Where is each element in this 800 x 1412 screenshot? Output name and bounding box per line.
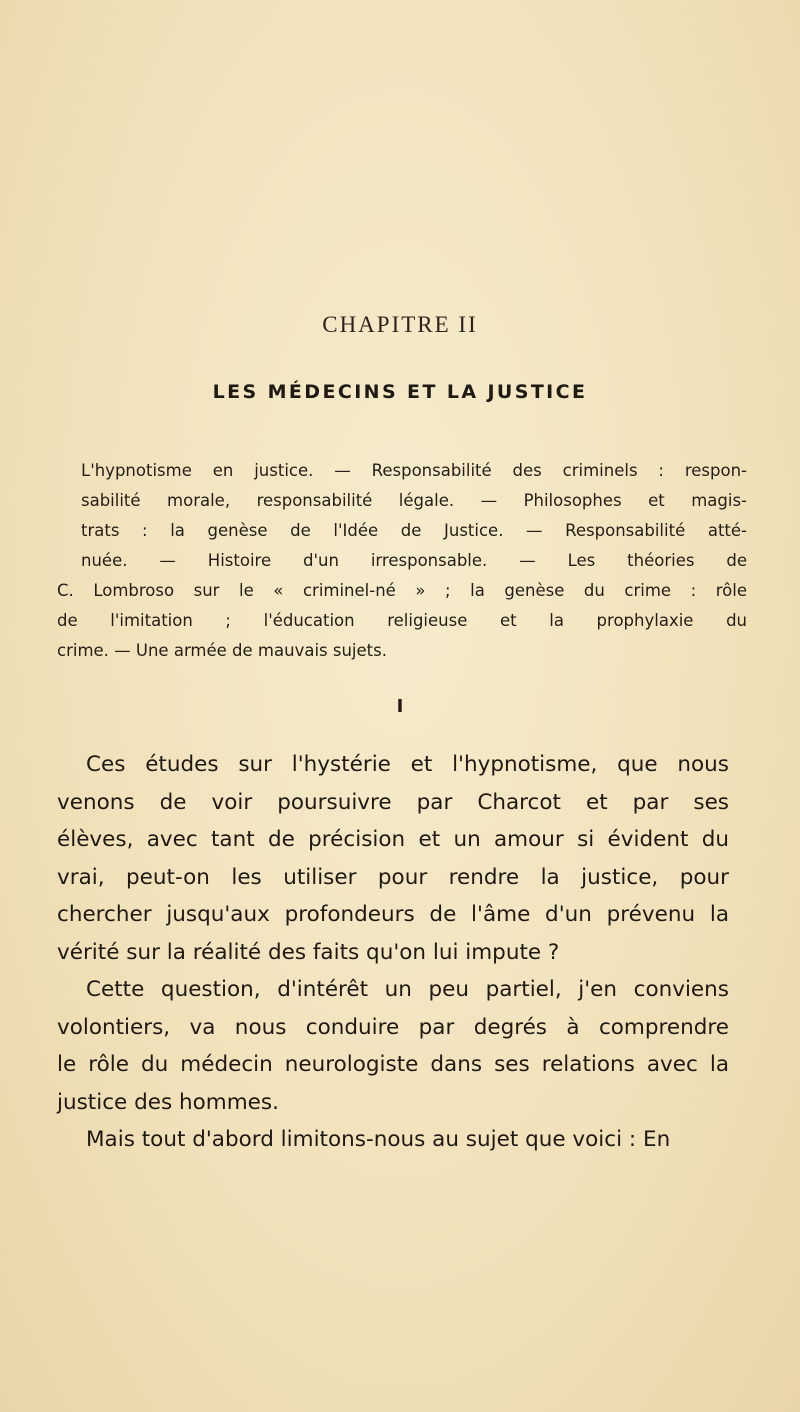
body-line: justice des hommes.: [57, 1089, 279, 1115]
chapter-number: CHAPITRE II: [322, 312, 478, 337]
summary-line: C. Lombroso sur le « criminel-né » ; la genèse du crime : rôle: [57, 581, 747, 600]
body-line: Mais tout d'abord limitons-nous au sujet que voici : En: [86, 1127, 671, 1152]
body-line: Ces études sur l'hystérie et l'hypnotisme, que nous: [86, 752, 729, 777]
body-line: élèves, avec tant de précision et un amour si évident du: [57, 827, 729, 852]
body-line: vérité sur la réalité des faits qu'on lui impute ?: [57, 939, 560, 965]
section-number: I: [396, 696, 404, 717]
summary-line: trats : la genèse de l'Idée de Justice. — Responsabilité atté-: [81, 521, 747, 540]
summary-line: crime. — Une armée de mauvais sujets.: [57, 641, 387, 660]
body-line: vrai, peut-on les utiliser pour rendre la justice, pour: [57, 864, 729, 890]
body-line: chercher jusqu'aux profondeurs de l'âme d'un prévenu la: [57, 902, 729, 927]
summary-line: sabilité morale, responsabilité légale. — Philosophes et magis-: [81, 491, 747, 510]
body-paragraphs: [57, 746, 729, 1159]
body-line: Cette question, d'intérêt un peu partiel, j'en conviens: [86, 977, 729, 1002]
chapter-title: LES MÉDECINS ET LA JUSTICE: [212, 381, 588, 403]
body-line: volontiers, va nous conduire par degrés à comprendre: [57, 1014, 729, 1040]
summary-line: nuée. — Histoire d'un irresponsable. — Les théories de: [81, 551, 747, 570]
chapter-summary: [57, 456, 747, 666]
body-line: le rôle du médecin neurologiste dans ses relations avec la: [57, 1052, 729, 1077]
summary-line: de l'imitation ; l'éducation religieuse et la prophylaxie du: [57, 611, 747, 630]
body-line: venons de voir poursuivre par Charcot et par ses: [57, 789, 729, 815]
summary-line: L'hypnotisme en justice. — Responsabilité des criminels : respon-: [81, 461, 747, 480]
